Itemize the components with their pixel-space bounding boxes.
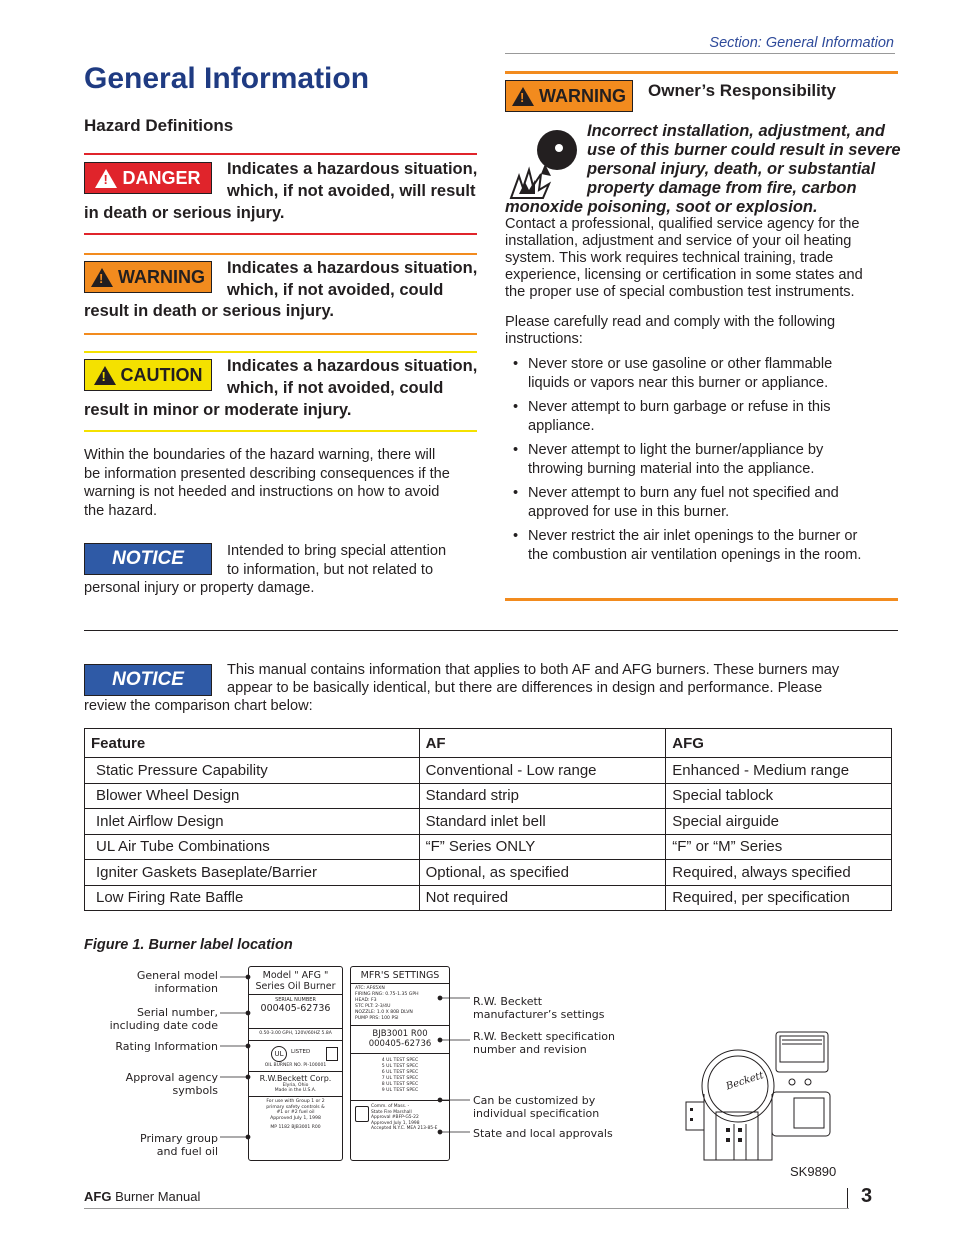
table-cell: UL Air Tube Combinations — [85, 834, 420, 860]
owner-warning-text: Incorrect installation, adjustment, and use of this burner could result in severe personal injury, death, or substantial property damage from fire, carbon — [587, 122, 901, 197]
owner-warning-text-last: monoxide poisoning, soot or explosion. — [505, 198, 818, 216]
table-header-cell: Feature — [85, 729, 420, 758]
footer-rule — [84, 1208, 849, 1209]
table-cell: Enhanced - Medium range — [666, 758, 892, 784]
section-header: Section: General Information — [709, 35, 894, 51]
table-cell: Required, always specified — [666, 860, 892, 886]
list-item: • Never restrict the air inlet openings to the burner or the combustion air ventilation openings in the room. — [505, 527, 900, 564]
table-cell: Not required — [419, 885, 666, 911]
table-row — [85, 860, 892, 886]
owner-instructions-list — [505, 355, 900, 570]
callout-spec-number: R.W. Beckett specification number and revision — [473, 1030, 615, 1056]
table-cell: Standard inlet bell — [419, 809, 666, 835]
table-cell: Static Pressure Capability — [85, 758, 420, 784]
table-cell: Special airguide — [666, 809, 892, 835]
table-cell: Inlet Airflow Design — [85, 809, 420, 835]
hazard-heading: Hazard Definitions — [84, 116, 234, 135]
comparison-table — [84, 728, 892, 911]
caution-sign: ! CAUTION — [84, 359, 212, 391]
table-cell: Igniter Gaskets Baseplate/Barrier — [85, 860, 420, 886]
list-item: • Never attempt to burn garbage or refuse in this appliance. — [505, 398, 900, 435]
notice-sign: NOTICE — [84, 543, 212, 575]
danger-bottom-rule — [84, 233, 477, 235]
footer-divider — [847, 1188, 848, 1208]
table-cell: Low Firing Rate Baffle — [85, 885, 420, 911]
owner-bottom-rule — [505, 598, 898, 601]
csa-symbol-icon — [326, 1047, 338, 1061]
list-item: • Never store or use gasoline or other flammable liquids or vapors near this burner or appliance. — [505, 355, 900, 392]
warning-bottom-rule — [84, 333, 477, 335]
ul-logo-icon: UL — [271, 1046, 287, 1062]
callout-approval-agency: Approval agency symbols — [125, 1071, 218, 1097]
callout-serial-number: Serial number, including date code — [109, 1006, 218, 1032]
caution-text-3: result in minor or moderate injury. — [84, 401, 352, 419]
notice2-text-3: review the comparison chart below: — [84, 698, 313, 714]
warning-text-2: which, if not avoided, could — [227, 281, 444, 299]
notice-text-1: Intended to bring special attention — [227, 543, 447, 559]
caution-bottom-rule — [84, 430, 477, 432]
notice2-text-1: This manual contains information that applies to both AF and AFG burners. These burners may — [227, 662, 840, 678]
notice-sign: NOTICE — [84, 664, 212, 696]
state-seal-icon — [355, 1106, 369, 1122]
table-cell: Blower Wheel Design — [85, 783, 420, 809]
section-divider — [84, 630, 898, 631]
warning-sign: ! WARNING — [84, 261, 212, 293]
danger-text-1: Indicates a hazardous situation, — [227, 160, 478, 178]
caution-text-1: Indicates a hazardous situation, — [227, 357, 478, 375]
notice2-text-2: appear to be basically identical, but there are differences in design and performance. Please — [227, 680, 823, 696]
warning-triangle-icon: ! — [94, 366, 116, 385]
owner-top-rule — [505, 71, 898, 74]
table-row — [85, 809, 892, 835]
owner-paragraph-2: Please carefully read and comply with the following instructions: — [505, 314, 836, 347]
caution-top-rule — [84, 351, 477, 353]
list-item: • Never attempt to light the burner/appliance by throwing burning material into the appliance. — [505, 441, 900, 478]
table-row — [85, 834, 892, 860]
table-row — [85, 758, 892, 784]
danger-top-rule — [84, 153, 477, 155]
footer-manual-title: AFG Burner Manual — [84, 1189, 201, 1204]
header-rule — [505, 53, 895, 54]
notice-text-3: personal injury or property damage. — [84, 580, 315, 596]
figure-caption: Figure 1. Burner label location — [84, 937, 293, 953]
callout-mfr-settings: R.W. Beckett manufacturer’s settings — [473, 995, 605, 1021]
hazard-paragraph: Within the boundaries of the hazard warning, there will be information presented describing consequences if the warning is not heeded and instructions on how to avoid the hazard. — [84, 447, 450, 519]
warning-text-3: result in death or serious injury. — [84, 302, 334, 320]
callout-general-model: General model information — [136, 969, 218, 995]
figure-code: SK9890 — [790, 1164, 837, 1179]
warning-text-1: Indicates a hazardous situation, — [227, 259, 478, 277]
callout-state-local: State and local approvals — [473, 1127, 613, 1140]
warning-triangle-icon: ! — [95, 169, 117, 188]
table-row — [85, 885, 892, 911]
table-row — [85, 783, 892, 809]
page-number: 3 — [861, 1185, 873, 1207]
table-header-row — [85, 729, 892, 758]
burner-brand-text: Beckett — [724, 1069, 766, 1093]
owner-heading: Owner’s Responsibility — [648, 81, 836, 100]
page-title: General Information — [84, 62, 370, 95]
owner-paragraph-1: Contact a professional, qualified service agency for the installation, adjustment and service of your oil heating system. This work requires technical training, trade experience, licensing or certification in some states and the proper use of special combustion test instruments. — [505, 216, 863, 300]
table-header-cell: AF — [419, 729, 666, 758]
notice-text-2: to information, but not related to — [227, 562, 434, 578]
callout-rating: Rating Information — [115, 1040, 218, 1053]
model-label: Model " AFG " Series Oil Burner SERIAL NUMBER 000405-62736 0.50-3.00 GPH, 120V/60HZ 5.8A UL LISTED OIL BURNER NO. PI-100001 R.W.Beckett Corp. Elyria, Ohio Made in the U.S.A. For use with Group 1 or 2 primary safety controls & #1 or #2 fuel oil Approved July 1, 1998 MP 1182 BJB3001 R00 — [248, 966, 343, 1161]
warning-triangle-icon: ! — [91, 268, 113, 287]
table-cell: Required, per specification — [666, 885, 892, 911]
table-cell: “F” Series ONLY — [419, 834, 666, 860]
table-cell: Optional, as specified — [419, 860, 666, 886]
table-cell: Special tablock — [666, 783, 892, 809]
callout-customized: Can be customized by individual specification — [473, 1094, 600, 1120]
owner-warning-sign: ! WARNING — [505, 80, 633, 112]
warning-top-rule — [84, 253, 477, 255]
table-cell: “F” or “M” Series — [666, 834, 892, 860]
table-cell: Conventional - Low range — [419, 758, 666, 784]
table-header-cell: AFG — [666, 729, 892, 758]
burner-illustration — [676, 1028, 836, 1170]
danger-text-3: in death or serious injury. — [84, 204, 285, 222]
list-item: • Never attempt to burn any fuel not specified and approved for use in this burner. — [505, 484, 900, 521]
danger-sign: ! DANGER — [84, 162, 212, 194]
table-cell: Standard strip — [419, 783, 666, 809]
danger-text-2: which, if not avoided, will result — [227, 182, 476, 200]
settings-label: MFR'S SETTINGS ATC: AF65XN FIRING RNG: 0.75-1.35 GPH HEAD: F3 STC PLT: 2-3/4U NOZZLE: 1.0 X 80B DLVN PUMP PRS: 100 PSI BJB3001 R00 000405-62736 4 UL TEST SPEC 5 UL TEST SPEC 6 UL TEST SPEC 7 UL TEST SPEC 8 UL TEST SPEC 9 UL TEST SPEC Comm. of Mass. - State Fire Marshall Approval #BFP-G5-22 Approved July 1, 1998 Accepted N.Y.C. MEA 213-85-E — [350, 966, 450, 1161]
warning-triangle-icon: ! — [512, 87, 534, 106]
callout-primary-group: Primary group and fuel oil — [140, 1132, 218, 1158]
explosion-hazard-icon — [505, 124, 583, 202]
caution-text-2: which, if not avoided, could — [227, 379, 444, 397]
